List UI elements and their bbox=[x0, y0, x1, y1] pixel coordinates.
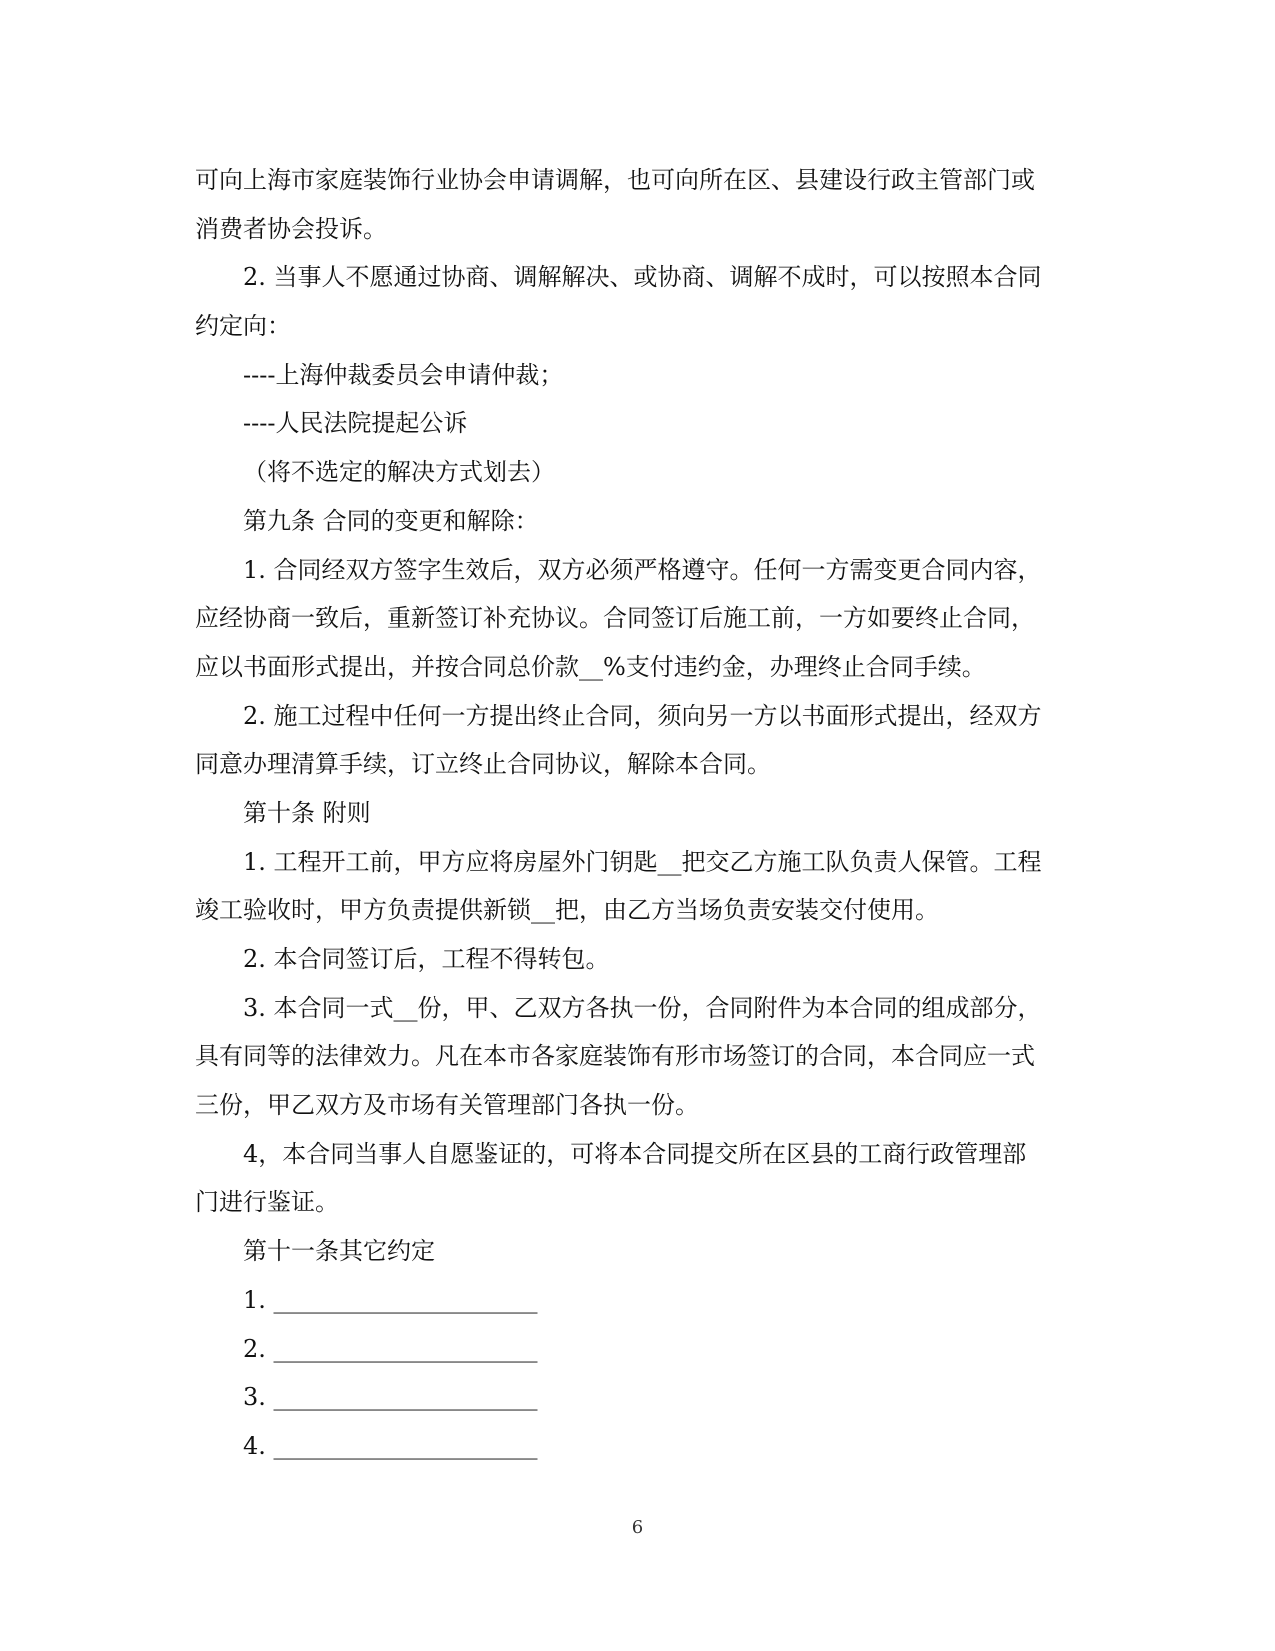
text-line: 3. 本合同一式__份，甲、乙双方各执一份，合同附件为本合同的组成部分， bbox=[243, 993, 1042, 1022]
blank-item: 4. ______________________ bbox=[243, 1431, 538, 1460]
text-line: 具有同等的法律效力。凡在本市各家庭装饰有形市场签订的合同，本合同应一式 bbox=[195, 1042, 1035, 1071]
document-body bbox=[195, 156, 1075, 1471]
text-line: 2. 本合同签订后，工程不得转包。 bbox=[243, 945, 610, 973]
text-line: 消费者协会投诉。 bbox=[195, 214, 387, 243]
text-line: 1. 工程开工前，甲方应将房屋外门钥匙__把交乙方施工队负责人保管。工程 bbox=[243, 847, 1042, 876]
text-line: 可向上海市家庭装饰行业协会申请调解，也可向所在区、县建设行政主管部门或 bbox=[195, 166, 1035, 194]
text-line: 竣工验收时，甲方负责提供新锁__把，由乙方当场负责安装交付使用。 bbox=[195, 896, 939, 925]
blank-item: 2. ______________________ bbox=[243, 1334, 538, 1363]
text-line: 应以书面形式提出，并按合同总价款__%支付违约金，办理终止合同手续。 bbox=[195, 652, 986, 681]
text-line: 2. 当事人不愿通过协商、调解解决、或协商、调解不成时，可以按照本合同 bbox=[243, 263, 1042, 292]
text-line: 同意办理清算手续，订立终止合同协议，解除本合同。 bbox=[195, 750, 771, 779]
article-heading: 第十一条其它约定 bbox=[243, 1237, 435, 1266]
blank-item: 1. ______________________ bbox=[243, 1285, 538, 1314]
text-line: ----上海仲裁委员会申请仲裁； bbox=[243, 360, 564, 389]
text-line: 4，本合同当事人自愿鉴证的，可将本合同提交所在区县的工商行政管理部 bbox=[243, 1139, 1027, 1168]
text-line: 门进行鉴证。 bbox=[195, 1188, 339, 1217]
text-line: 1. 合同经双方签字生效后，双方必须严格遵守。任何一方需变更合同内容， bbox=[243, 555, 1042, 584]
article-heading: 第十条 附则 bbox=[243, 798, 371, 827]
text-line: 应经协商一致后，重新签订补充协议。合同签订后施工前，一方如要终止合同， bbox=[195, 604, 1035, 633]
text-line: 三份，甲乙双方及市场有关管理部门各执一份。 bbox=[195, 1091, 699, 1120]
text-line: 2. 施工过程中任何一方提出终止合同，须向另一方以书面形式提出，经双方 bbox=[243, 701, 1042, 730]
article-heading: 第九条 合同的变更和解除： bbox=[243, 506, 539, 535]
page-number: 6 bbox=[631, 1517, 644, 1538]
text-line: 约定向： bbox=[195, 312, 291, 341]
text-line: （将不选定的解决方式划去） bbox=[243, 458, 555, 487]
blank-item: 3. ______________________ bbox=[243, 1383, 538, 1412]
text-line: ----人民法院提起公诉 bbox=[243, 409, 468, 438]
